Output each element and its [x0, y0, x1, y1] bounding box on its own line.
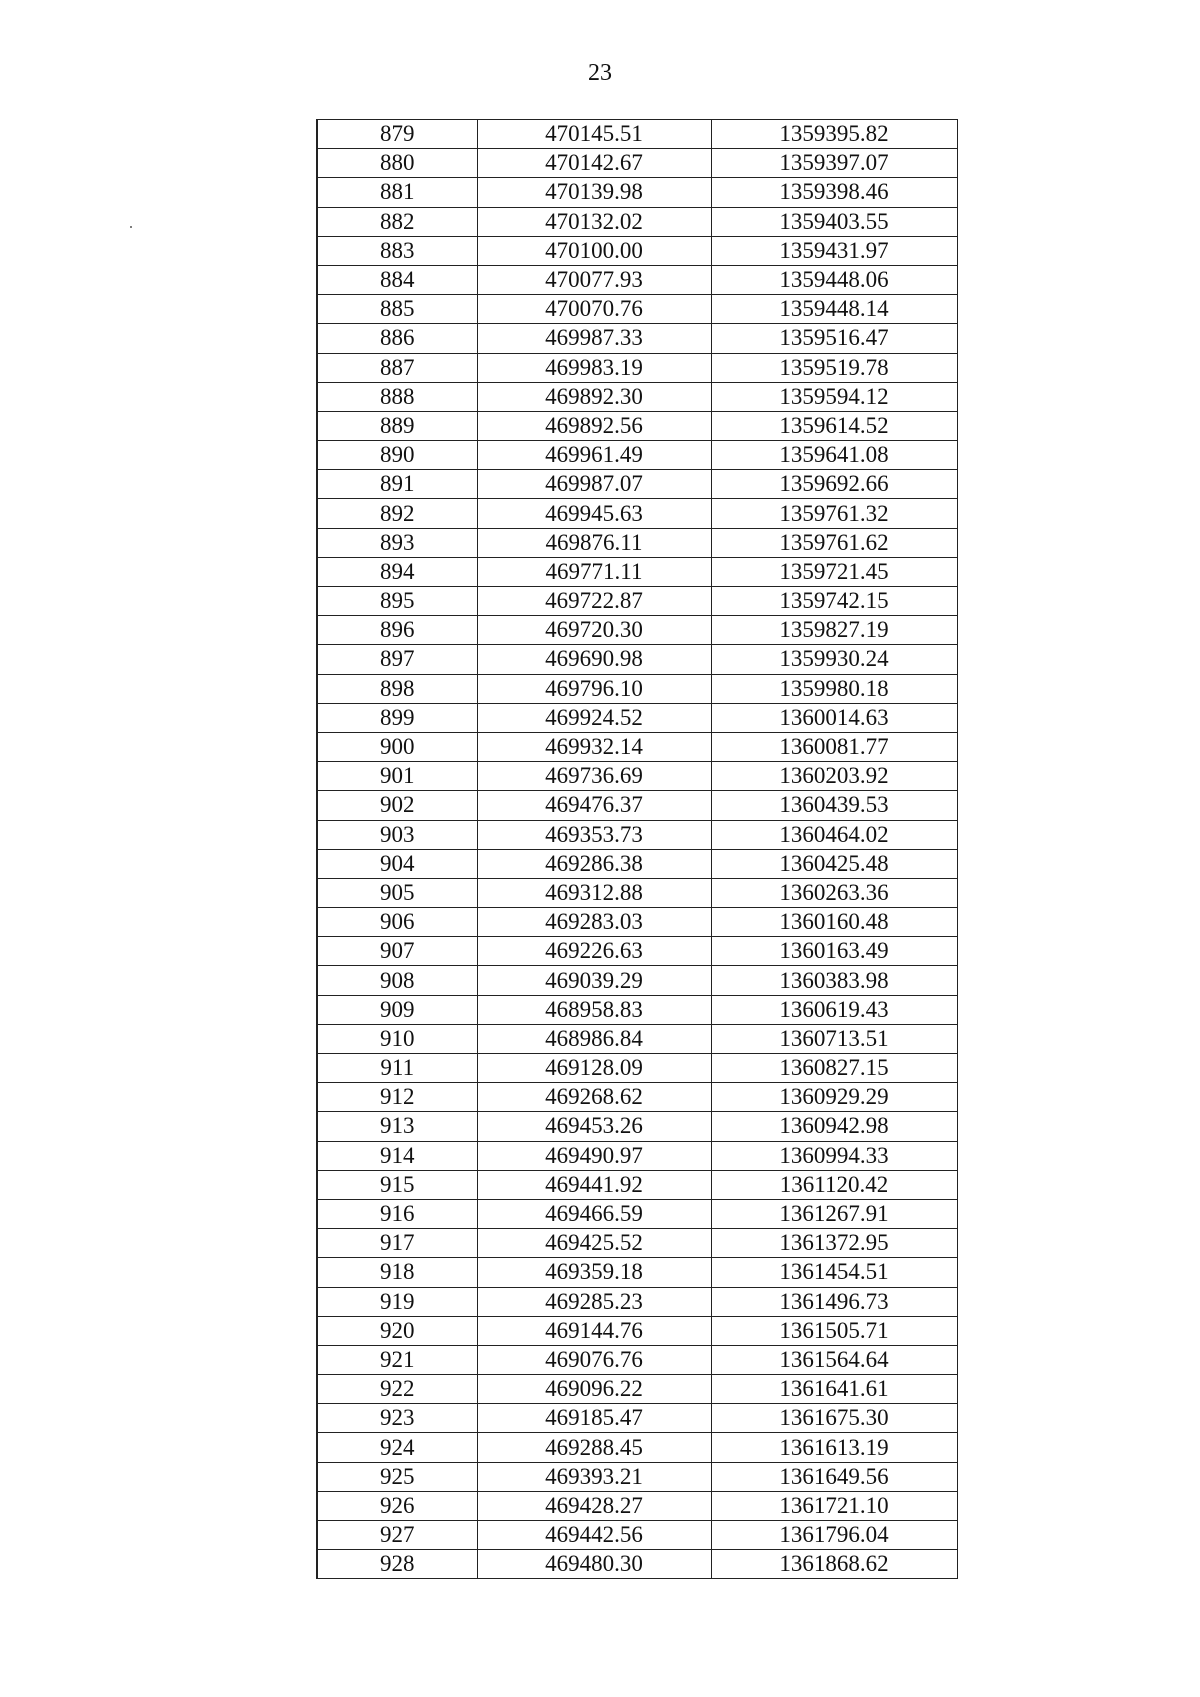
x-coordinate-cell: 469771.11 — [477, 557, 711, 586]
point-number-cell: 928 — [317, 1550, 477, 1579]
point-number-cell: 881 — [317, 178, 477, 207]
table-row — [317, 878, 957, 907]
table-row — [317, 1024, 957, 1053]
table-row — [317, 1083, 957, 1112]
x-coordinate-cell: 469096.22 — [477, 1375, 711, 1404]
x-coordinate-cell: 470100.00 — [477, 236, 711, 265]
table-row — [317, 441, 957, 470]
x-coordinate-cell: 469441.92 — [477, 1170, 711, 1199]
table-row — [317, 587, 957, 616]
table-row — [317, 1287, 957, 1316]
y-coordinate-cell: 1359761.32 — [711, 499, 957, 528]
y-coordinate-cell: 1361120.42 — [711, 1170, 957, 1199]
table-row — [317, 616, 957, 645]
x-coordinate-cell: 469476.37 — [477, 791, 711, 820]
point-number-cell: 914 — [317, 1141, 477, 1170]
point-number-cell: 896 — [317, 616, 477, 645]
table-row — [317, 120, 957, 149]
point-number-cell: 909 — [317, 995, 477, 1024]
point-number-cell: 895 — [317, 587, 477, 616]
y-coordinate-cell: 1359721.45 — [711, 557, 957, 586]
y-coordinate-cell: 1360203.92 — [711, 762, 957, 791]
y-coordinate-cell: 1361267.91 — [711, 1199, 957, 1228]
table-row — [317, 1404, 957, 1433]
point-number-cell: 910 — [317, 1024, 477, 1053]
table-row — [317, 995, 957, 1024]
point-number-cell: 886 — [317, 324, 477, 353]
y-coordinate-cell: 1359594.12 — [711, 382, 957, 411]
point-number-cell: 923 — [317, 1404, 477, 1433]
y-coordinate-cell: 1361649.56 — [711, 1462, 957, 1491]
table-row — [317, 1199, 957, 1228]
x-coordinate-cell: 469690.98 — [477, 645, 711, 674]
table-row — [317, 1141, 957, 1170]
y-coordinate-cell: 1361641.61 — [711, 1375, 957, 1404]
x-coordinate-cell: 469945.63 — [477, 499, 711, 528]
table-row — [317, 353, 957, 382]
y-coordinate-cell: 1359519.78 — [711, 353, 957, 382]
y-coordinate-cell: 1359403.55 — [711, 207, 957, 236]
point-number-cell: 918 — [317, 1258, 477, 1287]
x-coordinate-cell: 470077.93 — [477, 265, 711, 294]
x-coordinate-cell: 469961.49 — [477, 441, 711, 470]
x-coordinate-cell: 469393.21 — [477, 1462, 711, 1491]
y-coordinate-cell: 1360383.98 — [711, 966, 957, 995]
y-coordinate-cell: 1360081.77 — [711, 732, 957, 761]
point-number-cell: 924 — [317, 1433, 477, 1462]
table-row — [317, 966, 957, 995]
y-coordinate-cell: 1360439.53 — [711, 791, 957, 820]
table-row — [317, 762, 957, 791]
table-row — [317, 1462, 957, 1491]
y-coordinate-cell: 1360994.33 — [711, 1141, 957, 1170]
x-coordinate-cell: 469490.97 — [477, 1141, 711, 1170]
x-coordinate-cell: 469453.26 — [477, 1112, 711, 1141]
table-row — [317, 1316, 957, 1345]
table-row — [317, 178, 957, 207]
page-number: 23 — [588, 60, 612, 86]
y-coordinate-cell: 1359742.15 — [711, 587, 957, 616]
point-number-cell: 902 — [317, 791, 477, 820]
x-coordinate-cell: 468986.84 — [477, 1024, 711, 1053]
x-coordinate-cell: 469268.62 — [477, 1083, 711, 1112]
x-coordinate-cell: 469283.03 — [477, 908, 711, 937]
table-row — [317, 499, 957, 528]
x-coordinate-cell: 469983.19 — [477, 353, 711, 382]
y-coordinate-cell: 1359398.46 — [711, 178, 957, 207]
point-number-cell: 879 — [317, 120, 477, 149]
table-row — [317, 324, 957, 353]
y-coordinate-cell: 1361868.62 — [711, 1550, 957, 1579]
x-coordinate-cell: 469359.18 — [477, 1258, 711, 1287]
point-number-cell: 916 — [317, 1199, 477, 1228]
y-coordinate-cell: 1361372.95 — [711, 1229, 957, 1258]
point-number-cell: 922 — [317, 1375, 477, 1404]
table-row — [317, 1550, 957, 1579]
table-row — [317, 557, 957, 586]
point-number-cell: 889 — [317, 411, 477, 440]
x-coordinate-cell: 469285.23 — [477, 1287, 711, 1316]
coordinates-table-body — [317, 120, 957, 1579]
table-row — [317, 295, 957, 324]
x-coordinate-cell: 469428.27 — [477, 1491, 711, 1520]
y-coordinate-cell: 1359448.06 — [711, 265, 957, 294]
x-coordinate-cell: 469185.47 — [477, 1404, 711, 1433]
y-coordinate-cell: 1360163.49 — [711, 937, 957, 966]
y-coordinate-cell: 1359397.07 — [711, 149, 957, 178]
table-row — [317, 937, 957, 966]
point-number-cell: 927 — [317, 1521, 477, 1550]
x-coordinate-cell: 469480.30 — [477, 1550, 711, 1579]
y-coordinate-cell: 1360619.43 — [711, 995, 957, 1024]
x-coordinate-cell: 469736.69 — [477, 762, 711, 791]
point-number-cell: 893 — [317, 528, 477, 557]
point-number-cell: 921 — [317, 1345, 477, 1374]
x-coordinate-cell: 469286.38 — [477, 849, 711, 878]
table-row — [317, 674, 957, 703]
x-coordinate-cell: 469722.87 — [477, 587, 711, 616]
table-row — [317, 1054, 957, 1083]
point-number-cell: 892 — [317, 499, 477, 528]
point-number-cell: 887 — [317, 353, 477, 382]
x-coordinate-cell: 469144.76 — [477, 1316, 711, 1345]
y-coordinate-cell: 1360263.36 — [711, 878, 957, 907]
table-row — [317, 645, 957, 674]
table-row — [317, 1258, 957, 1287]
scan-speck — [130, 226, 132, 228]
y-coordinate-cell: 1361796.04 — [711, 1521, 957, 1550]
y-coordinate-cell: 1359827.19 — [711, 616, 957, 645]
y-coordinate-cell: 1361564.64 — [711, 1345, 957, 1374]
y-coordinate-cell: 1360425.48 — [711, 849, 957, 878]
x-coordinate-cell: 470139.98 — [477, 178, 711, 207]
table-row — [317, 703, 957, 732]
table-row — [317, 820, 957, 849]
point-number-cell: 913 — [317, 1112, 477, 1141]
y-coordinate-cell: 1361613.19 — [711, 1433, 957, 1462]
table-row — [317, 1375, 957, 1404]
point-number-cell: 912 — [317, 1083, 477, 1112]
y-coordinate-cell: 1359431.97 — [711, 236, 957, 265]
x-coordinate-cell: 469039.29 — [477, 966, 711, 995]
x-coordinate-cell: 469353.73 — [477, 820, 711, 849]
y-coordinate-cell: 1361454.51 — [711, 1258, 957, 1287]
point-number-cell: 907 — [317, 937, 477, 966]
x-coordinate-cell: 469425.52 — [477, 1229, 711, 1258]
point-number-cell: 919 — [317, 1287, 477, 1316]
x-coordinate-cell: 469892.30 — [477, 382, 711, 411]
point-number-cell: 891 — [317, 470, 477, 499]
table-row — [317, 236, 957, 265]
y-coordinate-cell: 1360464.02 — [711, 820, 957, 849]
table-row — [317, 265, 957, 294]
table-row — [317, 1112, 957, 1141]
table-row — [317, 1170, 957, 1199]
x-coordinate-cell: 469226.63 — [477, 937, 711, 966]
y-coordinate-cell: 1359614.52 — [711, 411, 957, 440]
table-row — [317, 791, 957, 820]
x-coordinate-cell: 469288.45 — [477, 1433, 711, 1462]
table-row — [317, 1433, 957, 1462]
x-coordinate-cell: 469442.56 — [477, 1521, 711, 1550]
point-number-cell: 885 — [317, 295, 477, 324]
table-row — [317, 849, 957, 878]
x-coordinate-cell: 469932.14 — [477, 732, 711, 761]
y-coordinate-cell: 1359761.62 — [711, 528, 957, 557]
y-coordinate-cell: 1359692.66 — [711, 470, 957, 499]
x-coordinate-cell: 470070.76 — [477, 295, 711, 324]
table-row — [317, 382, 957, 411]
x-coordinate-cell: 469987.33 — [477, 324, 711, 353]
y-coordinate-cell: 1360014.63 — [711, 703, 957, 732]
y-coordinate-cell: 1359641.08 — [711, 441, 957, 470]
table-row — [317, 1229, 957, 1258]
point-number-cell: 899 — [317, 703, 477, 732]
x-coordinate-cell: 469892.56 — [477, 411, 711, 440]
table-row — [317, 149, 957, 178]
table-row — [317, 1521, 957, 1550]
point-number-cell: 898 — [317, 674, 477, 703]
y-coordinate-cell: 1360160.48 — [711, 908, 957, 937]
point-number-cell: 904 — [317, 849, 477, 878]
table-row — [317, 1491, 957, 1520]
point-number-cell: 903 — [317, 820, 477, 849]
point-number-cell: 911 — [317, 1054, 477, 1083]
x-coordinate-cell: 469128.09 — [477, 1054, 711, 1083]
coordinates-table — [316, 119, 958, 1579]
x-coordinate-cell: 469720.30 — [477, 616, 711, 645]
table-row — [317, 732, 957, 761]
x-coordinate-cell: 469987.07 — [477, 470, 711, 499]
point-number-cell: 906 — [317, 908, 477, 937]
table-row — [317, 470, 957, 499]
table-row — [317, 1345, 957, 1374]
x-coordinate-cell: 469466.59 — [477, 1199, 711, 1228]
y-coordinate-cell: 1360713.51 — [711, 1024, 957, 1053]
point-number-cell: 900 — [317, 732, 477, 761]
x-coordinate-cell: 470145.51 — [477, 120, 711, 149]
y-coordinate-cell: 1360827.15 — [711, 1054, 957, 1083]
y-coordinate-cell: 1359516.47 — [711, 324, 957, 353]
y-coordinate-cell: 1361721.10 — [711, 1491, 957, 1520]
point-number-cell: 884 — [317, 265, 477, 294]
table-row — [317, 411, 957, 440]
x-coordinate-cell: 469076.76 — [477, 1345, 711, 1374]
table-row — [317, 908, 957, 937]
point-number-cell: 901 — [317, 762, 477, 791]
y-coordinate-cell: 1360929.29 — [711, 1083, 957, 1112]
point-number-cell: 888 — [317, 382, 477, 411]
point-number-cell: 905 — [317, 878, 477, 907]
point-number-cell: 920 — [317, 1316, 477, 1345]
y-coordinate-cell: 1359980.18 — [711, 674, 957, 703]
x-coordinate-cell: 468958.83 — [477, 995, 711, 1024]
y-coordinate-cell: 1360942.98 — [711, 1112, 957, 1141]
y-coordinate-cell: 1359395.82 — [711, 120, 957, 149]
point-number-cell: 894 — [317, 557, 477, 586]
point-number-cell: 890 — [317, 441, 477, 470]
x-coordinate-cell: 469796.10 — [477, 674, 711, 703]
table-row — [317, 528, 957, 557]
point-number-cell: 925 — [317, 1462, 477, 1491]
x-coordinate-cell: 469924.52 — [477, 703, 711, 732]
point-number-cell: 880 — [317, 149, 477, 178]
table-row — [317, 207, 957, 236]
point-number-cell: 926 — [317, 1491, 477, 1520]
y-coordinate-cell: 1361675.30 — [711, 1404, 957, 1433]
point-number-cell: 883 — [317, 236, 477, 265]
x-coordinate-cell: 470142.67 — [477, 149, 711, 178]
y-coordinate-cell: 1359448.14 — [711, 295, 957, 324]
point-number-cell: 897 — [317, 645, 477, 674]
point-number-cell: 915 — [317, 1170, 477, 1199]
y-coordinate-cell: 1361496.73 — [711, 1287, 957, 1316]
x-coordinate-cell: 470132.02 — [477, 207, 711, 236]
y-coordinate-cell: 1361505.71 — [711, 1316, 957, 1345]
point-number-cell: 908 — [317, 966, 477, 995]
point-number-cell: 917 — [317, 1229, 477, 1258]
point-number-cell: 882 — [317, 207, 477, 236]
y-coordinate-cell: 1359930.24 — [711, 645, 957, 674]
x-coordinate-cell: 469876.11 — [477, 528, 711, 557]
x-coordinate-cell: 469312.88 — [477, 878, 711, 907]
